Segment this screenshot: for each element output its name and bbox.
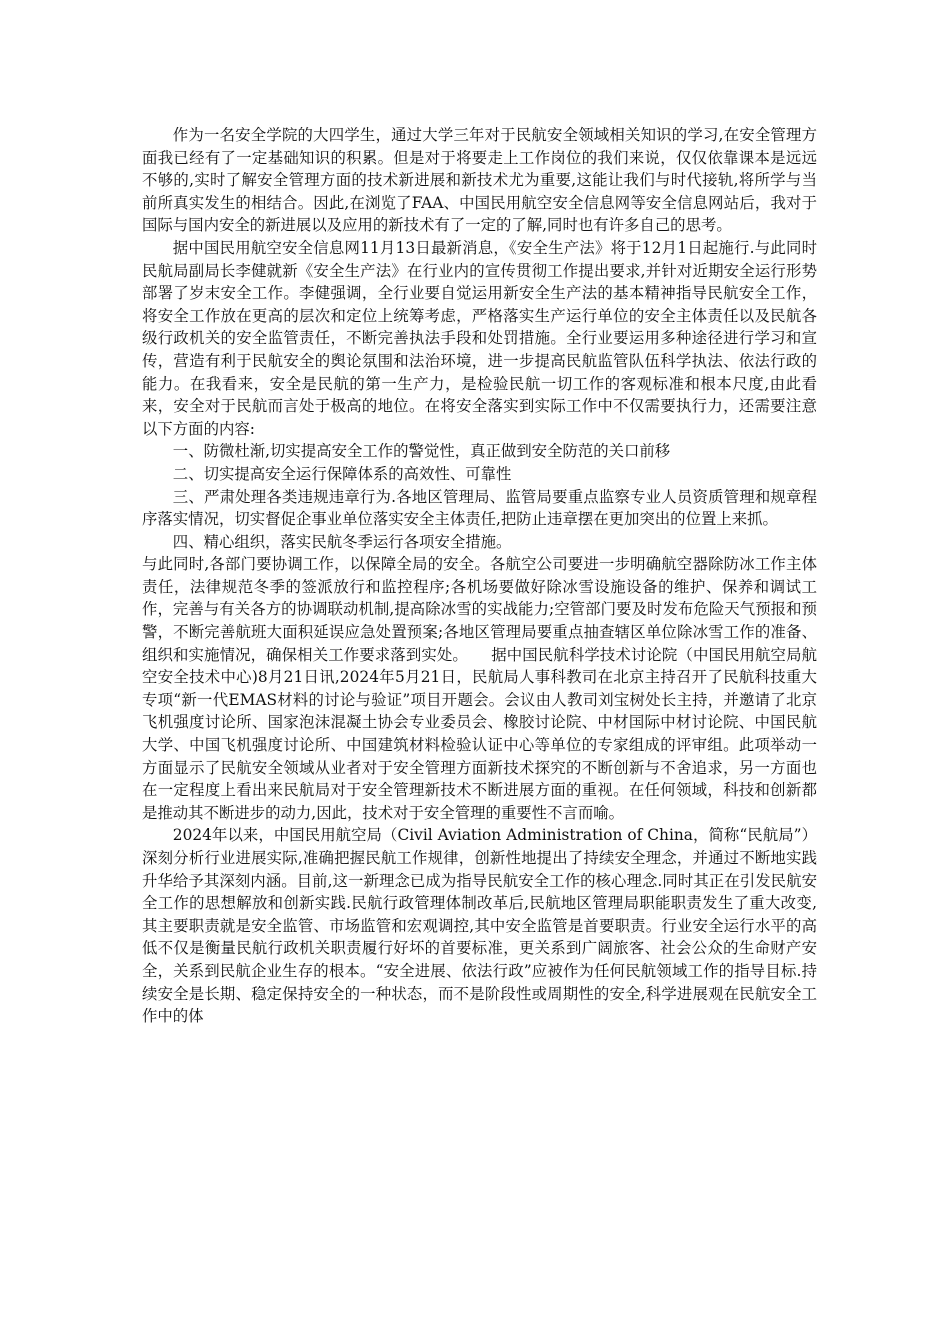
list-item-2: 二、切实提高安全运行保障体系的高效性、可靠性 [172, 464, 512, 483]
list-item-3: 三、严肃处理各类违规违章行为.各地区管理局、监管局要重点监察专业人员资质管理和规章程序落实情况，切实督促企事业单位落实安全主体责任,把防止违章摆在更加突出的位置上来抓。 [142, 487, 817, 529]
paragraph-coordination: 与此同时,各部门要协调工作，以保障全局的安全。各航空公司要进一步明确航空器除防冰工作主体责任，法律规范冬季的签派放行和监控程序;各机场要做好除冰雪设施设备的维护、保养和调试工作，完善与有关各方的协调联动机制,提高除冰雪的实战能力;空管部门要及时发布危险天气预报和预警，不断完善航班大面积延误应急处置预案;各地区管理局要重点抽查辖区单位除冰雪工作的准备、组织和实施情况，确保相关工作要求落到实处。 据中国民航科学技术讨论院（中国民用航空局航空安全技术中心)8月21日讯,2024年5月21日，民航局人事科教司在北京主持召开了民航科技重大专项“新一代EMAS材料的讨论与验证”项目开题会。会议由人教司刘宝树处长主持，并邀请了北京飞机强度讨论所、国家泡沫混凝土协会专业委员会、橡胶讨论院、中材国际中材讨论院、中国民航大学、中国飞机强度讨论所、中国建筑材料检验认证中心等单位的专家组成的评审组。此项举动一方面显示了民航安全领域从业者对于安全管理方面新技术探究的不断创新与不舍追求，另一方面也在一定程度上看出来民航局对于安全管理新技术不断进展方面的重视。在任何领域，科技和创新都是推动其不断进步的动力,因此，技术对于安全管理的重要性不言而喻。 [142, 555, 817, 822]
list-item-4: 四、精心组织，落实民航冬季运行各项安全措施。 [172, 532, 512, 551]
paragraph-caac: 2024年以来，中国民用航空局（Civil Aviation Administration of China，简称“民航局”）深刻分析行业进展实际,准确把握民航工作规律，创新性地提出了持续安全理念，并通过不断地实践升华给予其深刻内涵。目前,这一新理念已成为指导民航安全工作的核心理念.同时其正在引发民航安全工作的思想解放和创新实践.民航行政管理体制改革后,民航地区管理局职能职责发生了重大改变,其主要职责就是安全监管、市场监管和宏观调控,其中安全监管是首要职责。行业安全运行水平的高低不仅是衡量民航行政机关职责履行好坏的首要标准，更关系到广阔旅客、社会公众的生命财产安全，关系到民航企业生存的根本。“安全进展、依法行政”应被作为任何民航领域工作的指导目标.持续安全是长期、稳定保持安全的一种状态，而不是阶段性或周期性的安全,科学进展观在民航安全工作中的体 [142, 826, 817, 1026]
paragraph-intro: 作为一名安全学院的大四学生，通过大学三年对于民航安全领域相关知识的学习,在安全管理方面我已经有了一定基础知识的积累。但是对于将要走上工作岗位的我们来说，仅仅依靠课本是远远不够的,实时了解安全管理方面的技术新进展和新技术尤为重要,这能让我们与时代接轨,将所学与当前所真实发生的相结合。因此,在浏览了FAA、中国民用航空安全信息网等安全信息网站后，我对于国际与国内安全的新进展以及应用的新技术有了一定的了解,同时也有许多自己的思考。 [142, 126, 817, 235]
list-item-1: 一、防微杜渐,切实提高安全工作的警觉性，真正做到安全防范的关口前移 [172, 442, 671, 461]
paragraph-safety-law-news: 据中国民用航空安全信息网11月13日最新消息，《安全生产法》将于12月1日起施行.与此同时民航局副局长李健就新《安全生产法》在行业内的宣传贯彻工作提出要求,并针对近期安全运行形势部署了岁末安全工作。李健强调，全行业要自觉运用新安全生产法的基本精神指导民航安全工作，将安全工作放在更高的层次和定位上统筹考虑，严格落实生产运行单位的安全主体责任以及民航各级行政机关的安全监管责任，不断完善执法手段和处罚措施。全行业要运用多种途径进行学习和宣传，营造有利于民航安全的舆论氛围和法治环境，进一步提高民航监管队伍科学执法、依法行政的能力。在我看来，安全是民航的第一生产力，是检验民航一切工作的客观标准和根本尺度,由此看来，安全对于民航而言处于极高的地位。在将安全落实到实际工作中不仅需要执行力，还需要注意以下方面的内容: [142, 238, 817, 438]
document-body [142, 124, 817, 1028]
